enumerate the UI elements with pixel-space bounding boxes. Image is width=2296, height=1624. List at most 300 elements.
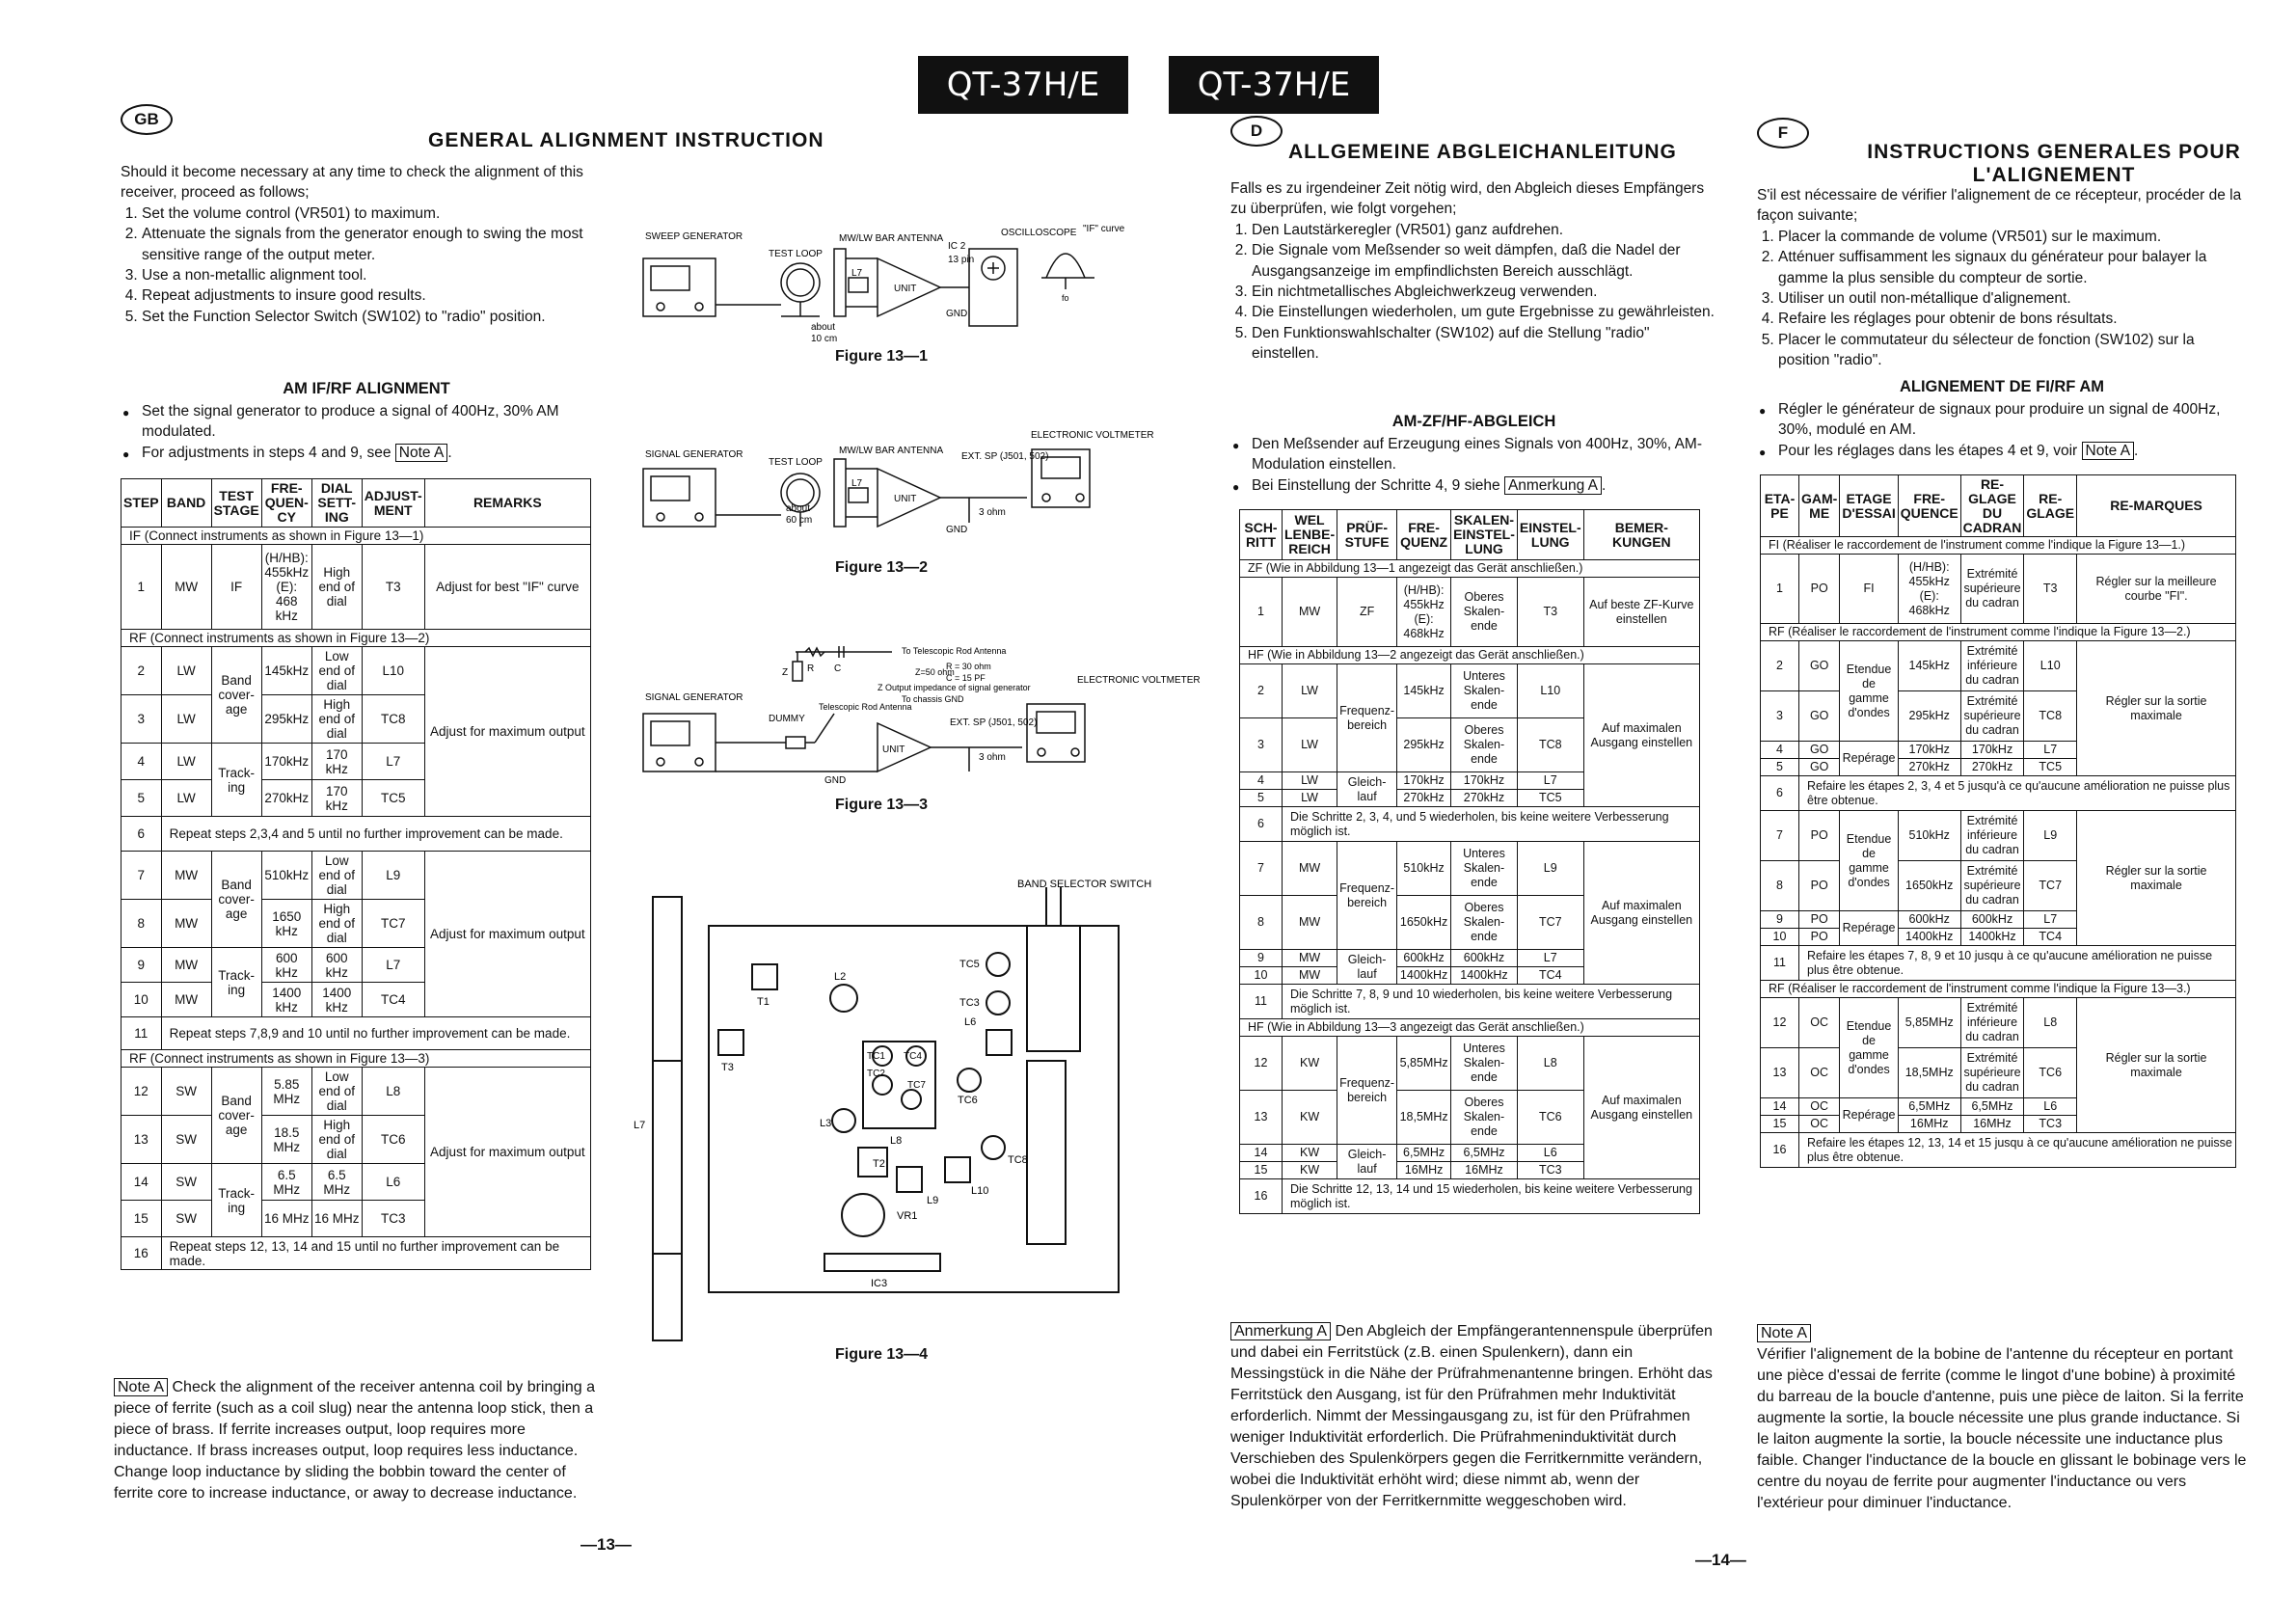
table-cell: 270kHz: [1898, 759, 1960, 776]
table-cell: 16MHz: [1898, 1116, 1960, 1133]
table-cell: 510kHz: [1898, 811, 1960, 861]
table-cell: TC5: [362, 780, 424, 817]
table-cell: Unteres Skalen-ende: [1451, 842, 1518, 896]
fr-language-badge: F: [1757, 118, 1809, 149]
table-cell: PO: [1799, 811, 1840, 861]
page-number-14: —14—: [1695, 1551, 1746, 1569]
table-cell: 3: [1761, 691, 1799, 742]
table-cell: L7: [362, 948, 424, 983]
table-cell: Low end of dial: [311, 1068, 362, 1116]
fig4-label: TC5: [959, 959, 980, 970]
table-cell: Adjust for maximum output: [424, 647, 590, 817]
table-cell: LW: [161, 695, 211, 744]
table-cell: L8: [1517, 1037, 1583, 1091]
table-cell: Track-ing: [211, 948, 261, 1017]
table-cell: 18,5MHz: [1397, 1091, 1451, 1145]
table-cell: TC7: [362, 900, 424, 948]
table-cell: OC: [1799, 1048, 1840, 1098]
table-cell: 145kHz: [1898, 641, 1960, 691]
fig1-ant-label: MW/LW BAR ANTENNA: [839, 233, 944, 244]
figure-13-2-caption: Figure 13—2: [835, 559, 929, 576]
table-header: PRÜF-STUFE: [1337, 510, 1397, 560]
de-intro: Falls es zu irgendeiner Zeit nötig wird, den Abgleich dieses Empfängers zu überprüfen, wie folgt vorgehen;: [1230, 180, 1705, 218]
table-cell: Etendue de gamme d'ondes: [1840, 641, 1898, 742]
table-cell: 12: [1761, 998, 1799, 1048]
table-header: RE-MARQUES: [2077, 475, 2236, 537]
gb-note-a: [114, 1377, 604, 1504]
de-step: 1. Den Lautstärkeregler (VR501) ganz aufdrehen.: [1252, 220, 1717, 240]
table-cell: 170 kHz: [311, 780, 362, 817]
table-cell: Auf beste ZF-Kurve einstellen: [1583, 578, 1699, 647]
table-cell: 295kHz: [1898, 691, 1960, 742]
fig4-label: TC8: [1008, 1154, 1028, 1166]
de-bullet-2: ● Bei Einstellung der Schritte 4, 9 siehe Anmerkung A .: [1252, 475, 1713, 496]
table-cell: 10: [122, 983, 162, 1017]
fr-step: 1. Placer la commande de volume (VR501) sur le maximum.: [1778, 227, 2247, 247]
table-cell: Frequenz-bereich: [1337, 842, 1397, 950]
table-cell: Adjust for maximum output: [424, 852, 590, 1017]
table-cell: TC3: [2024, 1116, 2077, 1133]
table-cell: TC4: [2024, 929, 2077, 946]
table-header: EINSTEL-LUNG: [1517, 510, 1583, 560]
table-group-row: RF (Connect instruments as shown in Figure 13—2): [122, 630, 591, 647]
table-cell: 5.85 MHz: [261, 1068, 311, 1116]
table-cell: SW: [161, 1164, 211, 1201]
table-cell: Extrémité supérieure du cadran: [1960, 555, 2024, 624]
table-cell: KW: [1283, 1145, 1337, 1162]
table-cell: 600kHz: [1960, 911, 2024, 929]
gb-language-badge: GB: [121, 104, 173, 135]
table-cell: Gleich-lauf: [1337, 772, 1397, 807]
fr-intro-block: [1757, 185, 2247, 371]
fig4-bss-label: BAND SELECTOR SWITCH: [1017, 879, 1152, 890]
fr-step: 4. Refaire les réglages pour obtenir de bons résultats.: [1778, 309, 2247, 329]
figure-13-1: [641, 220, 1162, 355]
table-header: FRE-QUEN-CY: [261, 479, 311, 528]
table-cell: 5,85MHz: [1397, 1037, 1451, 1091]
note-a-label: Note A: [114, 1378, 168, 1396]
table-cell: OC: [1799, 998, 1840, 1048]
table-cell: Régler sur la sortie maximale: [2077, 641, 2236, 776]
table-cell: MW: [1283, 842, 1337, 896]
fig4-label: TC3: [959, 997, 980, 1009]
table-header: STEP: [122, 479, 162, 528]
figure-13-3-caption: Figure 13—3: [835, 797, 929, 813]
table-cell: PO: [1799, 911, 1840, 929]
table-header: BEMER-KUNGEN: [1583, 510, 1699, 560]
table-cell: T3: [362, 545, 424, 630]
de-language-badge: D: [1230, 116, 1283, 147]
table-cell: Repeat steps 2,3,4 and 5 until no further improvement can be made.: [161, 817, 590, 852]
table-cell: L6: [362, 1164, 424, 1201]
table-cell: Etendue de gamme d'ondes: [1840, 811, 1898, 911]
note-a-label: Note A: [1757, 1324, 1811, 1342]
table-cell: Auf maximalen Ausgang einstellen: [1583, 1037, 1699, 1179]
table-cell: 1: [1240, 578, 1283, 647]
fig1-unit-label: UNIT: [894, 284, 917, 294]
table-cell: 5: [122, 780, 162, 817]
table-cell: GO: [1799, 691, 1840, 742]
table-cell: Band cover-age: [211, 852, 261, 948]
table-cell: (H/HB): 455kHz (E): 468kHz: [1898, 555, 1960, 624]
model-banner-left: QT-37H/E: [918, 56, 1128, 114]
table-cell: TC3: [362, 1201, 424, 1237]
table-cell: 1400kHz: [1898, 929, 1960, 946]
table-header: BAND: [161, 479, 211, 528]
fig4-label: L2: [834, 971, 847, 983]
de-steps-list: [1230, 220, 1717, 365]
de-step: 5. Den Funktionswahlschalter (SW102) auf die Stellung "radio" einstellen.: [1252, 323, 1717, 365]
table-cell: Extrémité inférieure du cadran: [1960, 641, 2024, 691]
fig4-label: L6: [964, 1016, 977, 1028]
table-cell: L10: [362, 647, 424, 695]
table-cell: MW: [161, 983, 211, 1017]
table-cell: Band cover-age: [211, 647, 261, 744]
fr-steps-list: [1757, 227, 2247, 371]
table-cell: Adjust for best "IF" curve: [424, 545, 590, 630]
table-cell: 2: [1240, 664, 1283, 718]
table-cell: Régler sur la meilleure courbe "FI".: [2077, 555, 2236, 624]
table-cell: ZF: [1337, 578, 1397, 647]
table-cell: Extrémité supérieure du cadran: [1960, 691, 2024, 742]
table-group-row: RF (Réaliser le raccordement de l'instrument comme l'indique la Figure 13—2.): [1761, 624, 2236, 641]
table-cell: 1650kHz: [1898, 861, 1960, 911]
table-cell: 600 kHz: [261, 948, 311, 983]
fig2-ev-label: ELECTRONIC VOLTMETER: [1031, 430, 1154, 441]
fig4-label: TC2: [867, 1069, 885, 1079]
table-cell: Extrémité inférieure du cadran: [1960, 811, 2024, 861]
table-cell: 11: [122, 1017, 162, 1050]
table-cell: 170 kHz: [311, 744, 362, 780]
fig3-rod-label: To Telescopic Rod Antenna: [902, 646, 1007, 656]
table-cell: Low end of dial: [311, 647, 362, 695]
fig3-ev-label: ELECTRONIC VOLTMETER: [1077, 675, 1201, 686]
table-cell: L9: [1517, 842, 1583, 896]
fig4-label: T3: [721, 1062, 734, 1073]
fig3-r30-label: R = 30 ohm: [946, 662, 991, 671]
fig4-label: L3: [820, 1118, 832, 1129]
table-cell: TC4: [362, 983, 424, 1017]
fig1-ic-label: IC 2: [948, 241, 966, 252]
table-group-row: HF (Wie in Abbildung 13—2 angezeigt das Gerät anschließen.): [1240, 647, 1700, 664]
table-header: ETAGE D'ESSAI: [1840, 475, 1898, 537]
fig3-c15-label: C = 15 PF: [946, 673, 986, 683]
table-cell: OC: [1799, 1098, 1840, 1116]
fig2-cm-label: 60 cm: [786, 515, 813, 526]
table-cell: L7: [1517, 950, 1583, 967]
de-anmerkung-a: [1230, 1321, 1713, 1512]
fig3-ext-label: EXT. SP (J501, 502): [950, 717, 1038, 728]
table-cell: 14: [1761, 1098, 1799, 1116]
table-cell: SW: [161, 1201, 211, 1237]
table-cell: 270kHz: [261, 780, 311, 817]
table-cell: L9: [362, 852, 424, 900]
table-cell: Régler sur la sortie maximale: [2077, 998, 2236, 1133]
table-cell: Die Schritte 7, 8, 9 und 10 wiederholen, bis keine weitere Verbesserung möglich ist.: [1283, 985, 1700, 1019]
table-cell: L7: [1517, 772, 1583, 790]
table-cell: Low end of dial: [311, 852, 362, 900]
gb-intro: Should it become necessary at any time to check the alignment of this receiver, proceed as follows;: [121, 164, 583, 202]
gb-alignment-table: [121, 478, 591, 1270]
gb-step: 1. Set the volume control (VR501) to maximum.: [142, 203, 612, 224]
table-header: RE-GLAGE DU CADRAN: [1960, 475, 2024, 537]
fig3-chassis-label: To chassis GND: [902, 694, 964, 704]
table-cell: L7: [2024, 742, 2077, 759]
table-cell: Refaire les étapes 2, 3, 4 et 5 jusqu'à ce qu'aucune amélioration ne puisse plus être obtenue.: [1799, 776, 2236, 811]
de-step: 3. Ein nichtmetallisches Abgleichwerkzeug verwenden.: [1252, 282, 1717, 302]
table-cell: 600kHz: [1397, 950, 1451, 967]
anmerkung-a-label: Anmerkung A: [1230, 1322, 1331, 1340]
de-section-title: AM-ZF/HF-ABGLEICH: [1391, 413, 1556, 430]
table-cell: TC6: [2024, 1048, 2077, 1098]
table-header: SKALEN-EINSTEL-LUNG: [1451, 510, 1518, 560]
table-cell: 16 MHz: [261, 1201, 311, 1237]
table-cell: L7: [362, 744, 424, 780]
table-cell: 16 MHz: [311, 1201, 362, 1237]
table-cell: 6.5 MHz: [261, 1164, 311, 1201]
table-cell: 3: [1240, 718, 1283, 772]
table-cell: PO: [1799, 555, 1840, 624]
table-cell: (H/HB): 455kHz (E): 468 kHz: [261, 545, 311, 630]
figure-13-4-caption: Figure 13—4: [835, 1346, 929, 1363]
table-cell: 9: [1240, 950, 1283, 967]
fig1-about-label: about: [811, 322, 836, 333]
table-cell: L8: [362, 1068, 424, 1116]
table-cell: Die Schritte 12, 13, 14 und 15 wiederholen, bis keine weitere Verbesserung möglich ist.: [1283, 1179, 1700, 1214]
table-cell: 170kHz: [1898, 742, 1960, 759]
fr-note-a: [1757, 1323, 2247, 1514]
table-cell: MW: [161, 948, 211, 983]
figure-13-3: [641, 636, 1201, 791]
table-cell: Oberes Skalen-ende: [1451, 718, 1518, 772]
fig2-l7-label: L7: [851, 478, 863, 489]
table-cell: 7: [1240, 842, 1283, 896]
table-cell: LW: [161, 647, 211, 695]
table-cell: 15: [1761, 1116, 1799, 1133]
table-cell: MW: [1283, 950, 1337, 967]
table-cell: Auf maximalen Ausgang einstellen: [1583, 664, 1699, 807]
table-cell: MW: [1283, 967, 1337, 985]
table-cell: MW: [1283, 578, 1337, 647]
table-cell: 2: [122, 647, 162, 695]
table-cell: (H/HB): 455kHz (E): 468kHz: [1397, 578, 1451, 647]
table-group-row: HF (Wie in Abbildung 13—3 angezeigt das Gerät anschließen.): [1240, 1019, 1700, 1037]
figure-13-1-caption: Figure 13—1: [835, 348, 929, 365]
table-cell: 1400kHz: [1397, 967, 1451, 985]
fig1-l7-label: L7: [851, 268, 863, 279]
table-cell: TC5: [2024, 759, 2077, 776]
fig4-label: L8: [890, 1135, 903, 1147]
table-cell: Frequenz-bereich: [1337, 1037, 1397, 1145]
table-cell: 16: [1761, 1133, 1799, 1168]
gb-step: 4. Repeat adjustments to insure good results.: [142, 285, 612, 306]
table-cell: 4: [1761, 742, 1799, 759]
table-cell: 170kHz: [1451, 772, 1518, 790]
table-cell: Gleich-lauf: [1337, 950, 1397, 985]
table-cell: L8: [2024, 998, 2077, 1048]
table-cell: PO: [1799, 861, 1840, 911]
table-cell: 16MHz: [1397, 1162, 1451, 1179]
table-cell: L6: [2024, 1098, 2077, 1116]
table-cell: TC8: [1517, 718, 1583, 772]
fig4-label: TC6: [958, 1095, 978, 1106]
table-cell: 270kHz: [1397, 790, 1451, 807]
table-cell: 6: [1240, 807, 1283, 842]
table-cell: SW: [161, 1116, 211, 1164]
table-cell: 6,5MHz: [1397, 1145, 1451, 1162]
fr-alignment-table: [1760, 474, 2236, 1168]
table-cell: Track-ing: [211, 744, 261, 817]
table-cell: 4: [122, 744, 162, 780]
table-cell: 9: [122, 948, 162, 983]
fig4-label: L9: [927, 1195, 939, 1206]
table-cell: 510kHz: [1397, 842, 1451, 896]
table-cell: Repérage: [1840, 742, 1898, 776]
table-cell: 12: [1240, 1037, 1283, 1091]
table-header: SCH-RITT: [1240, 510, 1283, 560]
fig4-label: TC1: [867, 1051, 885, 1062]
fig3-c-label: C: [834, 663, 842, 674]
table-cell: Band cover-age: [211, 1068, 261, 1164]
table-cell: LW: [161, 744, 211, 780]
table-cell: LW: [1283, 664, 1337, 718]
table-cell: 15: [1240, 1162, 1283, 1179]
fr-bullets: [1757, 399, 2244, 461]
fig4-label: L7: [634, 1120, 646, 1131]
table-cell: 510kHz: [261, 852, 311, 900]
table-cell: 9: [1761, 911, 1799, 929]
table-cell: Frequenz-bereich: [1337, 664, 1397, 772]
table-cell: TC4: [1517, 967, 1583, 985]
fig3-tele-label: Telescopic Rod Antenna: [819, 702, 912, 712]
fig4-label: T1: [757, 996, 770, 1008]
fig1-gnd-label: GND: [946, 309, 968, 319]
table-cell: High end of dial: [311, 900, 362, 948]
table-cell: 1650kHz: [1397, 896, 1451, 950]
table-cell: OC: [1799, 1116, 1840, 1133]
table-cell: High end of dial: [311, 1116, 362, 1164]
table-cell: 13: [1240, 1091, 1283, 1145]
gb-step: 2. Attenuate the signals from the generator enough to swing the most sensitive range of the output meter.: [142, 224, 612, 265]
table-cell: TC7: [2024, 861, 2077, 911]
table-cell: 16MHz: [1960, 1116, 2024, 1133]
table-header: WEL LENBE-REICH: [1283, 510, 1337, 560]
table-cell: 270kHz: [1960, 759, 2024, 776]
table-cell: MW: [161, 900, 211, 948]
table-cell: 14: [122, 1164, 162, 1201]
fig2-gnd-label: GND: [946, 525, 968, 535]
fig4-label: VR1: [897, 1210, 918, 1222]
table-cell: 14: [1240, 1145, 1283, 1162]
table-cell: 5: [1240, 790, 1283, 807]
table-cell: 5: [1761, 759, 1799, 776]
table-cell: 8: [122, 900, 162, 948]
table-cell: Gleich-lauf: [1337, 1145, 1397, 1179]
fig1-osc-label: OSCILLOSCOPE: [1001, 228, 1077, 238]
table-cell: TC5: [1517, 790, 1583, 807]
table-cell: 1: [1761, 555, 1799, 624]
table-cell: 13: [1761, 1048, 1799, 1098]
table-cell: Adjust for maximum output: [424, 1068, 590, 1237]
table-cell: L10: [2024, 641, 2077, 691]
fig4-label: TC7: [907, 1080, 926, 1091]
gb-note-text: Check the alignment of the receiver antenna coil by bringing a piece of ferrite (such as a coil slug) near the antenna loop stick, then a piece of brass. If ferrite increases output, loop requires more inductance. If brass increases output, loop requires less inductance. Change loop inductance by sliding the bobbin toward the center of ferrite core to increase inductance, or away to decrease inductance.: [114, 1379, 595, 1502]
gb-title: GENERAL ALIGNMENT INSTRUCTION: [428, 129, 824, 151]
fr-section-title: ALIGNEMENT DE FI/RF AM: [1899, 378, 2105, 395]
table-cell: GO: [1799, 759, 1840, 776]
table-header: TEST STAGE: [211, 479, 261, 528]
table-cell: LW: [1283, 790, 1337, 807]
table-cell: 170kHz: [261, 744, 311, 780]
table-cell: 15: [122, 1201, 162, 1237]
table-cell: Repérage: [1840, 911, 1898, 946]
table-cell: L7: [2024, 911, 2077, 929]
fr-bullet-1: ● Régler le générateur de signaux pour produire un signal de 400Hz, 30%, modulé en AM.: [1778, 399, 2244, 441]
table-cell: 1400kHz: [1960, 929, 2024, 946]
note-a-ref: Note A: [2082, 442, 2135, 460]
table-cell: 600 kHz: [311, 948, 362, 983]
table-cell: 1: [122, 545, 162, 630]
fig3-zout-label: Z Output impedance of signal generator: [878, 683, 1031, 692]
table-cell: 6,5MHz: [1898, 1098, 1960, 1116]
fig2-loop-label: TEST LOOP: [769, 457, 823, 468]
fig2-unit-label: UNIT: [894, 494, 917, 504]
table-cell: 145kHz: [1397, 664, 1451, 718]
table-cell: 295kHz: [1397, 718, 1451, 772]
table-cell: GO: [1799, 742, 1840, 759]
table-cell: 2: [1761, 641, 1799, 691]
table-cell: Extrémité supérieure du cadran: [1960, 861, 2024, 911]
gb-intro-block: [121, 162, 612, 327]
table-cell: 6.5 MHz: [311, 1164, 362, 1201]
table-header: FRE-QUENZ: [1397, 510, 1451, 560]
table-cell: 7: [122, 852, 162, 900]
table-cell: LW: [1283, 718, 1337, 772]
table-header: ETA-PE: [1761, 475, 1799, 537]
table-cell: 1400 kHz: [261, 983, 311, 1017]
gb-bullet-2: ● For adjustments in steps 4 and 9, see Note A .: [142, 443, 588, 463]
table-cell: 8: [1240, 896, 1283, 950]
table-cell: 11: [1761, 946, 1799, 981]
fig3-ohm-label: 3 ohm: [979, 752, 1006, 763]
gb-steps-list: [121, 203, 612, 327]
fr-step: 2. Atténuer suffisamment les signaux du générateur pour balayer la gamme la plus sensible du compteur de sortie.: [1778, 247, 2247, 288]
table-cell: Oberes Skalen-ende: [1451, 578, 1518, 647]
table-cell: MW: [161, 545, 211, 630]
table-cell: 13: [122, 1116, 162, 1164]
fr-intro: S'il est nécessaire de vérifier l'alignement de ce récepteur, procéder de la façon suivante;: [1757, 187, 2242, 225]
fig2-about-label: about: [786, 503, 811, 514]
table-cell: T3: [1517, 578, 1583, 647]
table-cell: Refaire les étapes 7, 8, 9 et 10 jusqu à ce qu'aucune amélioration ne puisse plus être obtenue.: [1799, 946, 2236, 981]
table-cell: 145kHz: [261, 647, 311, 695]
table-cell: 600kHz: [1451, 950, 1518, 967]
fig3-sig-label: SIGNAL GENERATOR: [645, 692, 743, 703]
gb-step: 5. Set the Function Selector Switch (SW102) to "radio" position.: [142, 307, 612, 327]
table-cell: Extrémité inférieure du cadran: [1960, 998, 2024, 1048]
table-cell: KW: [1283, 1037, 1337, 1091]
table-cell: T3: [2024, 555, 2077, 624]
table-cell: TC7: [1517, 896, 1583, 950]
table-cell: 10: [1761, 929, 1799, 946]
table-group-row: ZF (Wie in Abbildung 13—1 angezeigt das Gerät anschließen.): [1240, 560, 1700, 578]
table-cell: SW: [161, 1068, 211, 1116]
fr-step: 5. Placer le commutateur du sélecteur de fonction (SW102) sur la position "radio".: [1778, 330, 2247, 371]
table-cell: 6,5MHz: [1451, 1145, 1518, 1162]
table-cell: 1650 kHz: [261, 900, 311, 948]
table-cell: L6: [1517, 1145, 1583, 1162]
table-cell: High end of dial: [311, 545, 362, 630]
